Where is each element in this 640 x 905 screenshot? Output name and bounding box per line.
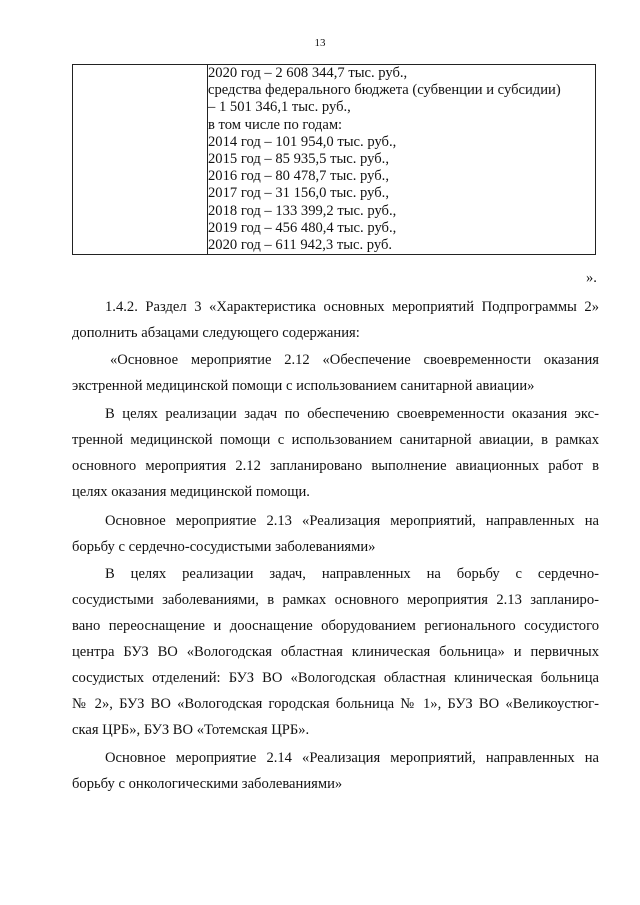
text-line: вано переоснащение и дооснащение оборудованием регионального сосудистого [72, 618, 599, 634]
paragraph-activity-2-12-body [72, 401, 599, 505]
text-line: сосудистых отделений: БУЗ ВО «Вологодская областная клиническая больница [72, 670, 599, 686]
text-line: основного мероприятия 2.12 запланировано выполнение авиационных работ в [72, 458, 599, 474]
table-closing-quote: ». [586, 270, 597, 286]
table-label-cell [73, 65, 208, 255]
table-row [73, 65, 596, 255]
paragraph-activity-2-13-title [72, 508, 599, 560]
table-line: 2019 год – 456 480,4 тыс. руб., [208, 219, 397, 236]
text-line: Основное мероприятие 2.13 «Реализация мероприятий, направленных на [105, 513, 599, 529]
page-number: 13 [314, 37, 326, 49]
table-line: 2014 год – 101 954,0 тыс. руб., [208, 133, 397, 150]
table-line: 2020 год – 611 942,3 тыс. руб. [208, 237, 393, 254]
text-line: центра БУЗ ВО «Вологодская областная клиническая больница» и первичных [72, 644, 599, 660]
table-line: 2015 год – 85 935,5 тыс. руб., [208, 151, 389, 168]
text-line: дополнить абзацами следующего содержания: [72, 325, 360, 341]
table-data-cell [208, 65, 596, 255]
table-line: в том числе по годам: [208, 116, 343, 133]
text-line: целях оказания медицинской помощи. [72, 484, 310, 500]
table-line: – 1 501 346,1 тыс. руб., [208, 99, 351, 116]
table-line: 2016 год – 80 478,7 тыс. руб., [208, 168, 389, 185]
text-line: сосудистыми заболеваниями, в рамках основного мероприятия 2.13 запланиро- [72, 592, 599, 608]
text-line: борьбу с онкологическими заболеваниями» [72, 776, 343, 792]
table-line: 2018 год – 133 399,2 тыс. руб., [208, 202, 397, 219]
paragraph-activity-2-12-title [72, 347, 599, 399]
text-line: ская ЦРБ», БУЗ ВО «Тотемская ЦРБ». [72, 722, 310, 738]
budget-table [72, 64, 596, 255]
text-line: В целях реализации задач по обеспечению своевременности оказания экс- [105, 406, 599, 422]
table-line: 2020 год – 2 608 344,7 тыс. руб., [208, 65, 408, 81]
text-line: В целях реализации задач, направленных на борьбу с сердечно- [105, 566, 599, 582]
paragraph-activity-2-14-title [72, 745, 599, 797]
paragraph-section-1-4-2 [72, 294, 599, 346]
text-line: № 2», БУЗ ВО «Вологодская городская больница № 1», БУЗ ВО «Великоустюг- [72, 696, 599, 712]
text-line: тренной медицинской помощи с использованием санитарной авиации, в рамках [72, 432, 599, 448]
text-line: «Основное мероприятие 2.12 «Обеспечение своевременности оказания [110, 352, 599, 368]
table-line: 2017 год – 31 156,0 тыс. руб., [208, 185, 389, 202]
text-line: Основное мероприятие 2.14 «Реализация мероприятий, направленных на [105, 750, 599, 766]
paragraph-activity-2-13-body [72, 561, 599, 743]
text-line: экстренной медицинской помощи с использованием санитарной авиации» [72, 378, 535, 394]
text-line: 1.4.2. Раздел 3 «Характеристика основных мероприятий Подпрограммы 2» [105, 299, 599, 315]
text-line: борьбу с сердечно-сосудистыми заболеваниями» [72, 539, 376, 555]
table-line: средства федерального бюджета (субвенции и субсидии) [208, 82, 561, 99]
